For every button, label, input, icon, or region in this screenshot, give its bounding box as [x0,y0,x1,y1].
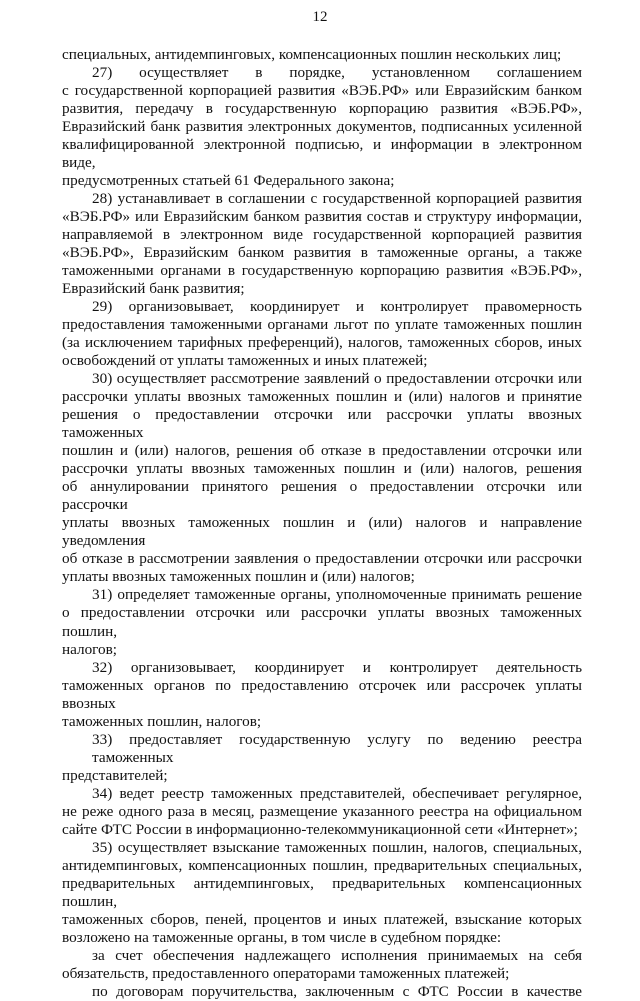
subitem-heading-line: по договорам поручительства, заключенным с ФТС России в качестве [92,982,582,1000]
text-line: об отказе в рассмотрении заявления о предоставлении отсрочки или рассрочки [62,550,582,568]
text-line: освобождений от уплаты таможенных и иных платежей; [62,352,428,370]
item-27-heading-line: 27) осуществляет в порядке, установленном соглашением [92,64,582,82]
text-line: (за исключением тарифных преференций), налогов, таможенных сборов, иных [62,334,582,352]
item-28-heading-line: 28) устанавливает в соглашении с государственной корпорацией развития [92,190,582,208]
text-line: рассрочки уплаты ввозных таможенных пошлин и (или) налогов и принятие [62,388,582,406]
text-line: уплаты ввозных таможенных пошлин и (или) налогов и направление уведомления [62,514,582,550]
text-line: сайте ФТС России в информационно-телекоммуникационной сети «Интернет»; [62,820,578,838]
text-line: с государственной корпорацией развития «ВЭБ.РФ» или Евразийским банком [62,82,582,100]
text-line: таможенных пошлин, налогов; [62,712,262,730]
item-31-heading-line: 31) определяет таможенные органы, уполномоченные принимать решение [92,586,582,604]
item-30-heading-line: 30) осуществляет рассмотрение заявлений о предоставлении отсрочки или [92,370,582,388]
text-line: решения о предоставлении отсрочки или рассрочки уплаты ввозных таможенных [62,406,582,442]
text-line: обязательств, предоставленного операторами таможенных платежей; [62,964,510,982]
text-line: «ВЭБ.РФ» или Евразийским банком развития состав и структуру информации, [62,208,582,226]
item-29-heading-line: 29) организовывает, координирует и контролирует правомерность [92,298,582,316]
text-line: предварительных антидемпинговых, предварительных компенсационных пошлин, [62,874,582,910]
text-line: антидемпинговых, компенсационных пошлин, предварительных специальных, [62,856,582,874]
document-body [62,46,582,1001]
text-line: предоставления таможенными органами льгот по уплате таможенных пошлин [62,316,582,334]
text-line: развития, передачу в государственную корпорацию развития «ВЭБ.РФ», [62,100,582,118]
text-line: «ВЭБ.РФ», Евразийским банком развития в таможенные органы, а также [62,244,582,262]
text-line: налогов; [62,640,118,658]
item-34-heading-line: 34) ведет реестр таможенных представителей, обеспечивает регулярное, [92,784,582,802]
text-line: о предоставлении отсрочки или рассрочки уплаты ввозных таможенных пошлин, [62,604,582,640]
text-line: направляемой в электронном виде государственной корпорацией развития [62,226,582,244]
text-line: рассрочки уплаты ввозных таможенных пошлин и (или) налогов, решения [62,460,582,478]
item-32-heading-line: 32) организовывает, координирует и контролирует деятельность [92,658,582,676]
text-line: Евразийский банк развития; [62,280,245,298]
page-number: 12 [312,9,328,25]
text-line: пошлин и (или) налогов, решения об отказе в предоставлении отсрочки или [62,442,582,460]
text-line: уплаты ввозных таможенных пошлин и (или) налогов; [62,568,415,586]
text-line: таможенных сборов, пеней, процентов и иных платежей, взыскание которых [62,910,582,928]
subitem-heading-line: за счет обеспечения надлежащего исполнения принимаемых на себя [92,946,582,964]
text-line: таможенных органов по предоставлению отсрочек или рассрочек уплаты ввозных [62,676,582,712]
text-line: возложено на таможенные органы, в том числе в судебном порядке: [62,928,502,946]
text-line: квалифицированной электронной подписью, и информации в электронном виде, [62,136,582,172]
text-line: предусмотренных статьей 61 Федерального закона; [62,172,395,190]
text-line: Евразийский банк развития электронных документов, подписанных усиленной [62,118,582,136]
item-33-heading-line: 33) предоставляет государственную услугу по ведению реестра таможенных [92,730,582,766]
text-line: представителей; [62,766,168,784]
item-35-heading-line: 35) осуществляет взыскание таможенных пошлин, налогов, специальных, [92,838,582,856]
text-line: не реже одного раза в месяц, размещение указанного реестра на официальном [62,802,582,820]
text-line: об аннулировании принятого решения о предоставлении отсрочки или рассрочки [62,478,582,514]
text-line: специальных, антидемпинговых, компенсационных пошлин нескольких лиц; [62,46,562,63]
text-line: таможенными органами в государственную корпорацию развития «ВЭБ.РФ», [62,262,582,280]
